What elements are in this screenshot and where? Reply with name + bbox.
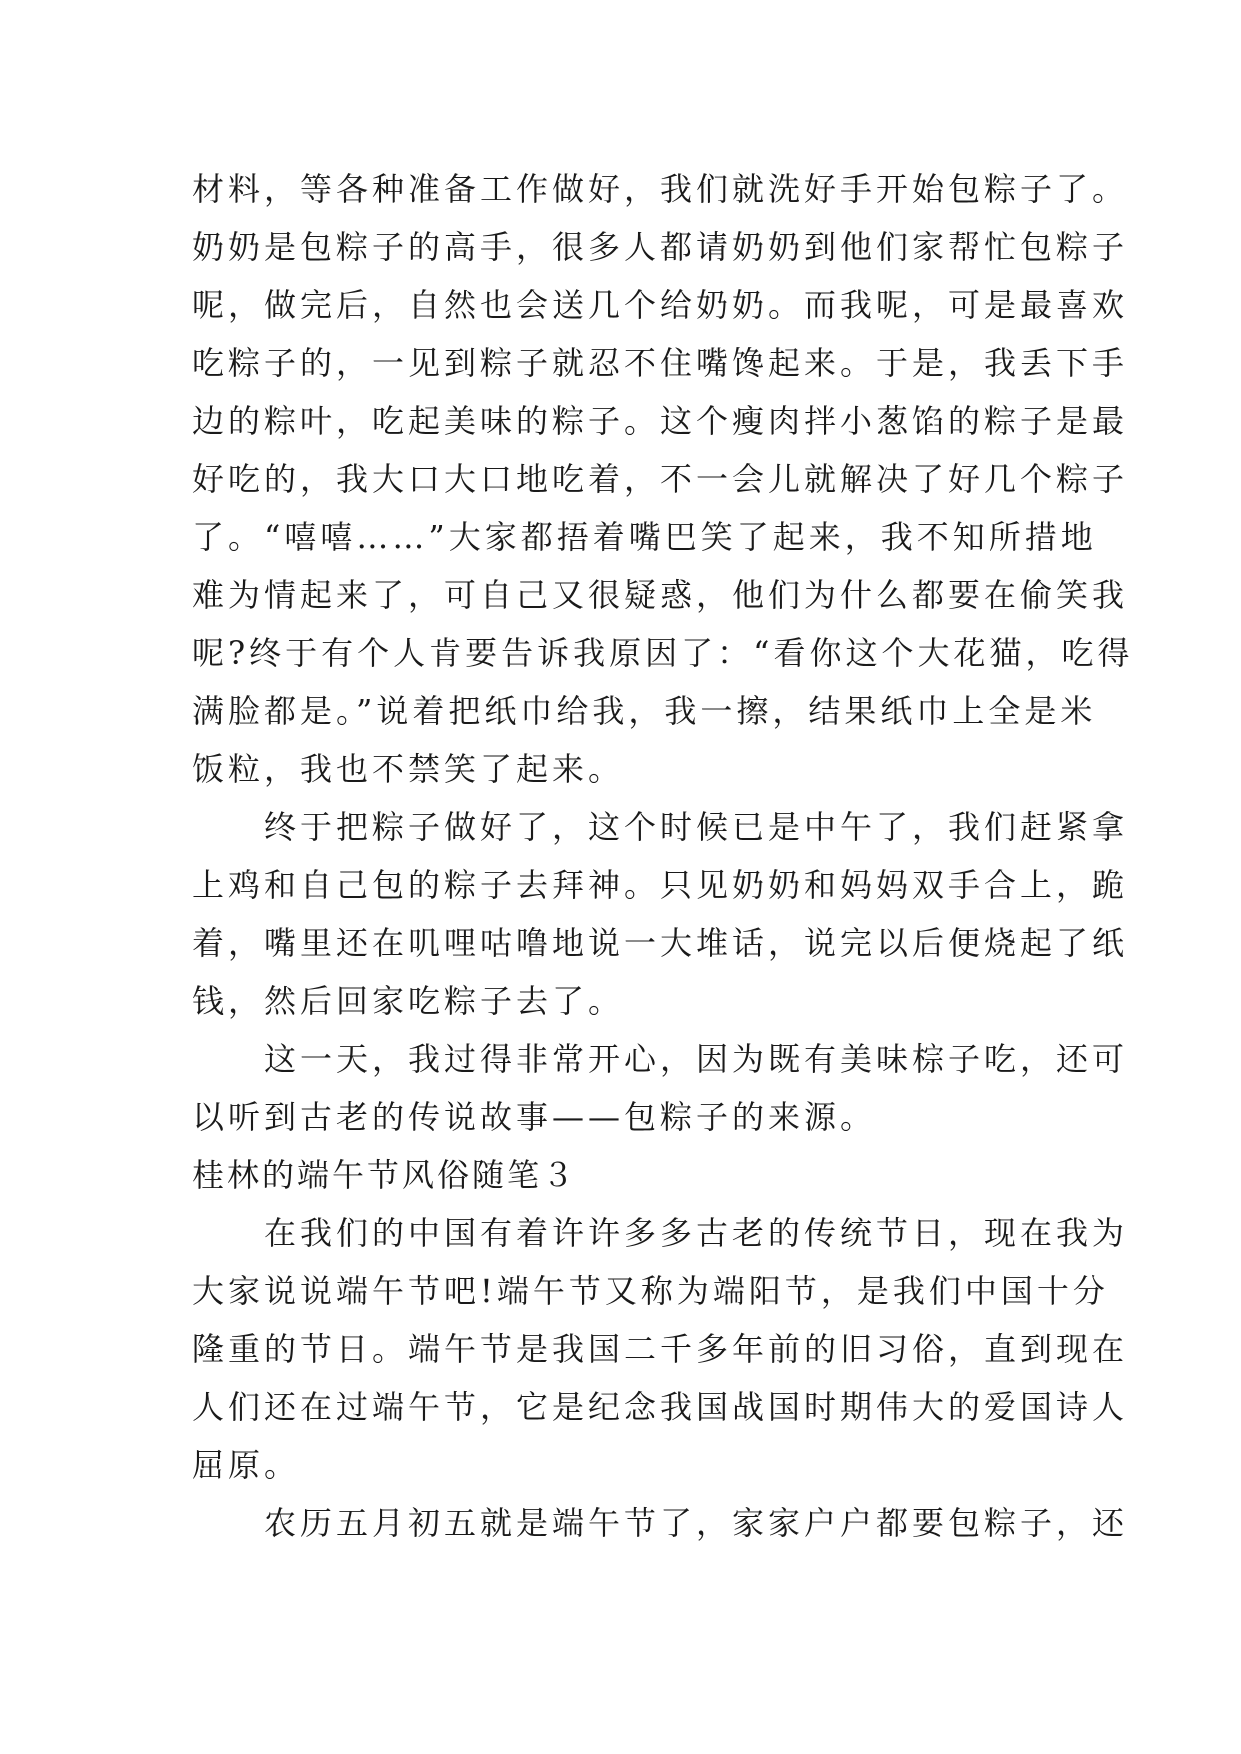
text-line: 农历五月初五就是端午节了，家家户户都要包粽子，还 [192,1504,1129,1542]
text-line: 呢?终于有个人肯要告诉我原因了：“看你这个大花猫，吃得 [192,634,1134,672]
text-line: 材料，等各种准备工作做好，我们就洗好手开始包粽子了。 [192,170,1129,208]
text-line: 钱，然后回家吃粽子去了。 [192,982,625,1020]
text-line: 以听到古老的传说故事——包粽子的来源。 [192,1098,877,1136]
text-line: 在我们的中国有着许许多多古老的传统节日，现在我为 [192,1214,1129,1252]
text-line: 这一天，我过得非常开心，因为既有美味棕子吃，还可 [192,1040,1129,1078]
text-line: 边的粽叶，吃起美味的粽子。这个瘦肉拌小葱馅的粽子是最 [192,402,1129,440]
text-line: 终于把粽子做好了，这个时候已是中午了，我们赶紧拿 [192,808,1129,846]
text-line: 人们还在过端午节，它是纪念我国战国时期伟大的爱国诗人 [192,1388,1129,1426]
document-body [192,160,1134,1552]
text-line: 上鸡和自己包的粽子去拜神。只见奶奶和妈妈双手合上，跪 [192,866,1129,904]
text-line: 吃粽子的，一见到粽子就忍不住嘴馋起来。于是，我丢下手 [192,344,1129,382]
text-line: 大家说说端午节吧!端午节又称为端阳节，是我们中国十分 [192,1272,1109,1310]
text-line: 好吃的，我大口大口地吃着，不一会儿就解决了好几个粽子 [192,460,1129,498]
text-line: 了。“嘻嘻……”大家都捂着嘴巴笑了起来，我不知所措地 [192,518,1097,556]
section-heading: 桂林的端午节风俗随笔３ [192,1156,578,1194]
text-line: 满脸都是。”说着把纸巾给我，我一擦，结果纸巾上全是米 [192,692,1097,730]
text-line: 隆重的节日。端午节是我国二千多年前的旧习俗，直到现在 [192,1330,1129,1368]
text-line: 屈原。 [192,1446,301,1484]
text-line: 奶奶是包粽子的高手，很多人都请奶奶到他们家帮忙包粽子 [192,228,1129,266]
text-line: 着，嘴里还在叽哩咕噜地说一大堆话，说完以后便烧起了纸 [192,924,1129,962]
text-line: 呢，做完后，自然也会送几个给奶奶。而我呢，可是最喜欢 [192,286,1129,324]
text-line: 饭粒，我也不禁笑了起来。 [192,750,625,788]
text-line: 难为情起来了，可自己又很疑惑，他们为什么都要在偷笑我 [192,576,1129,614]
